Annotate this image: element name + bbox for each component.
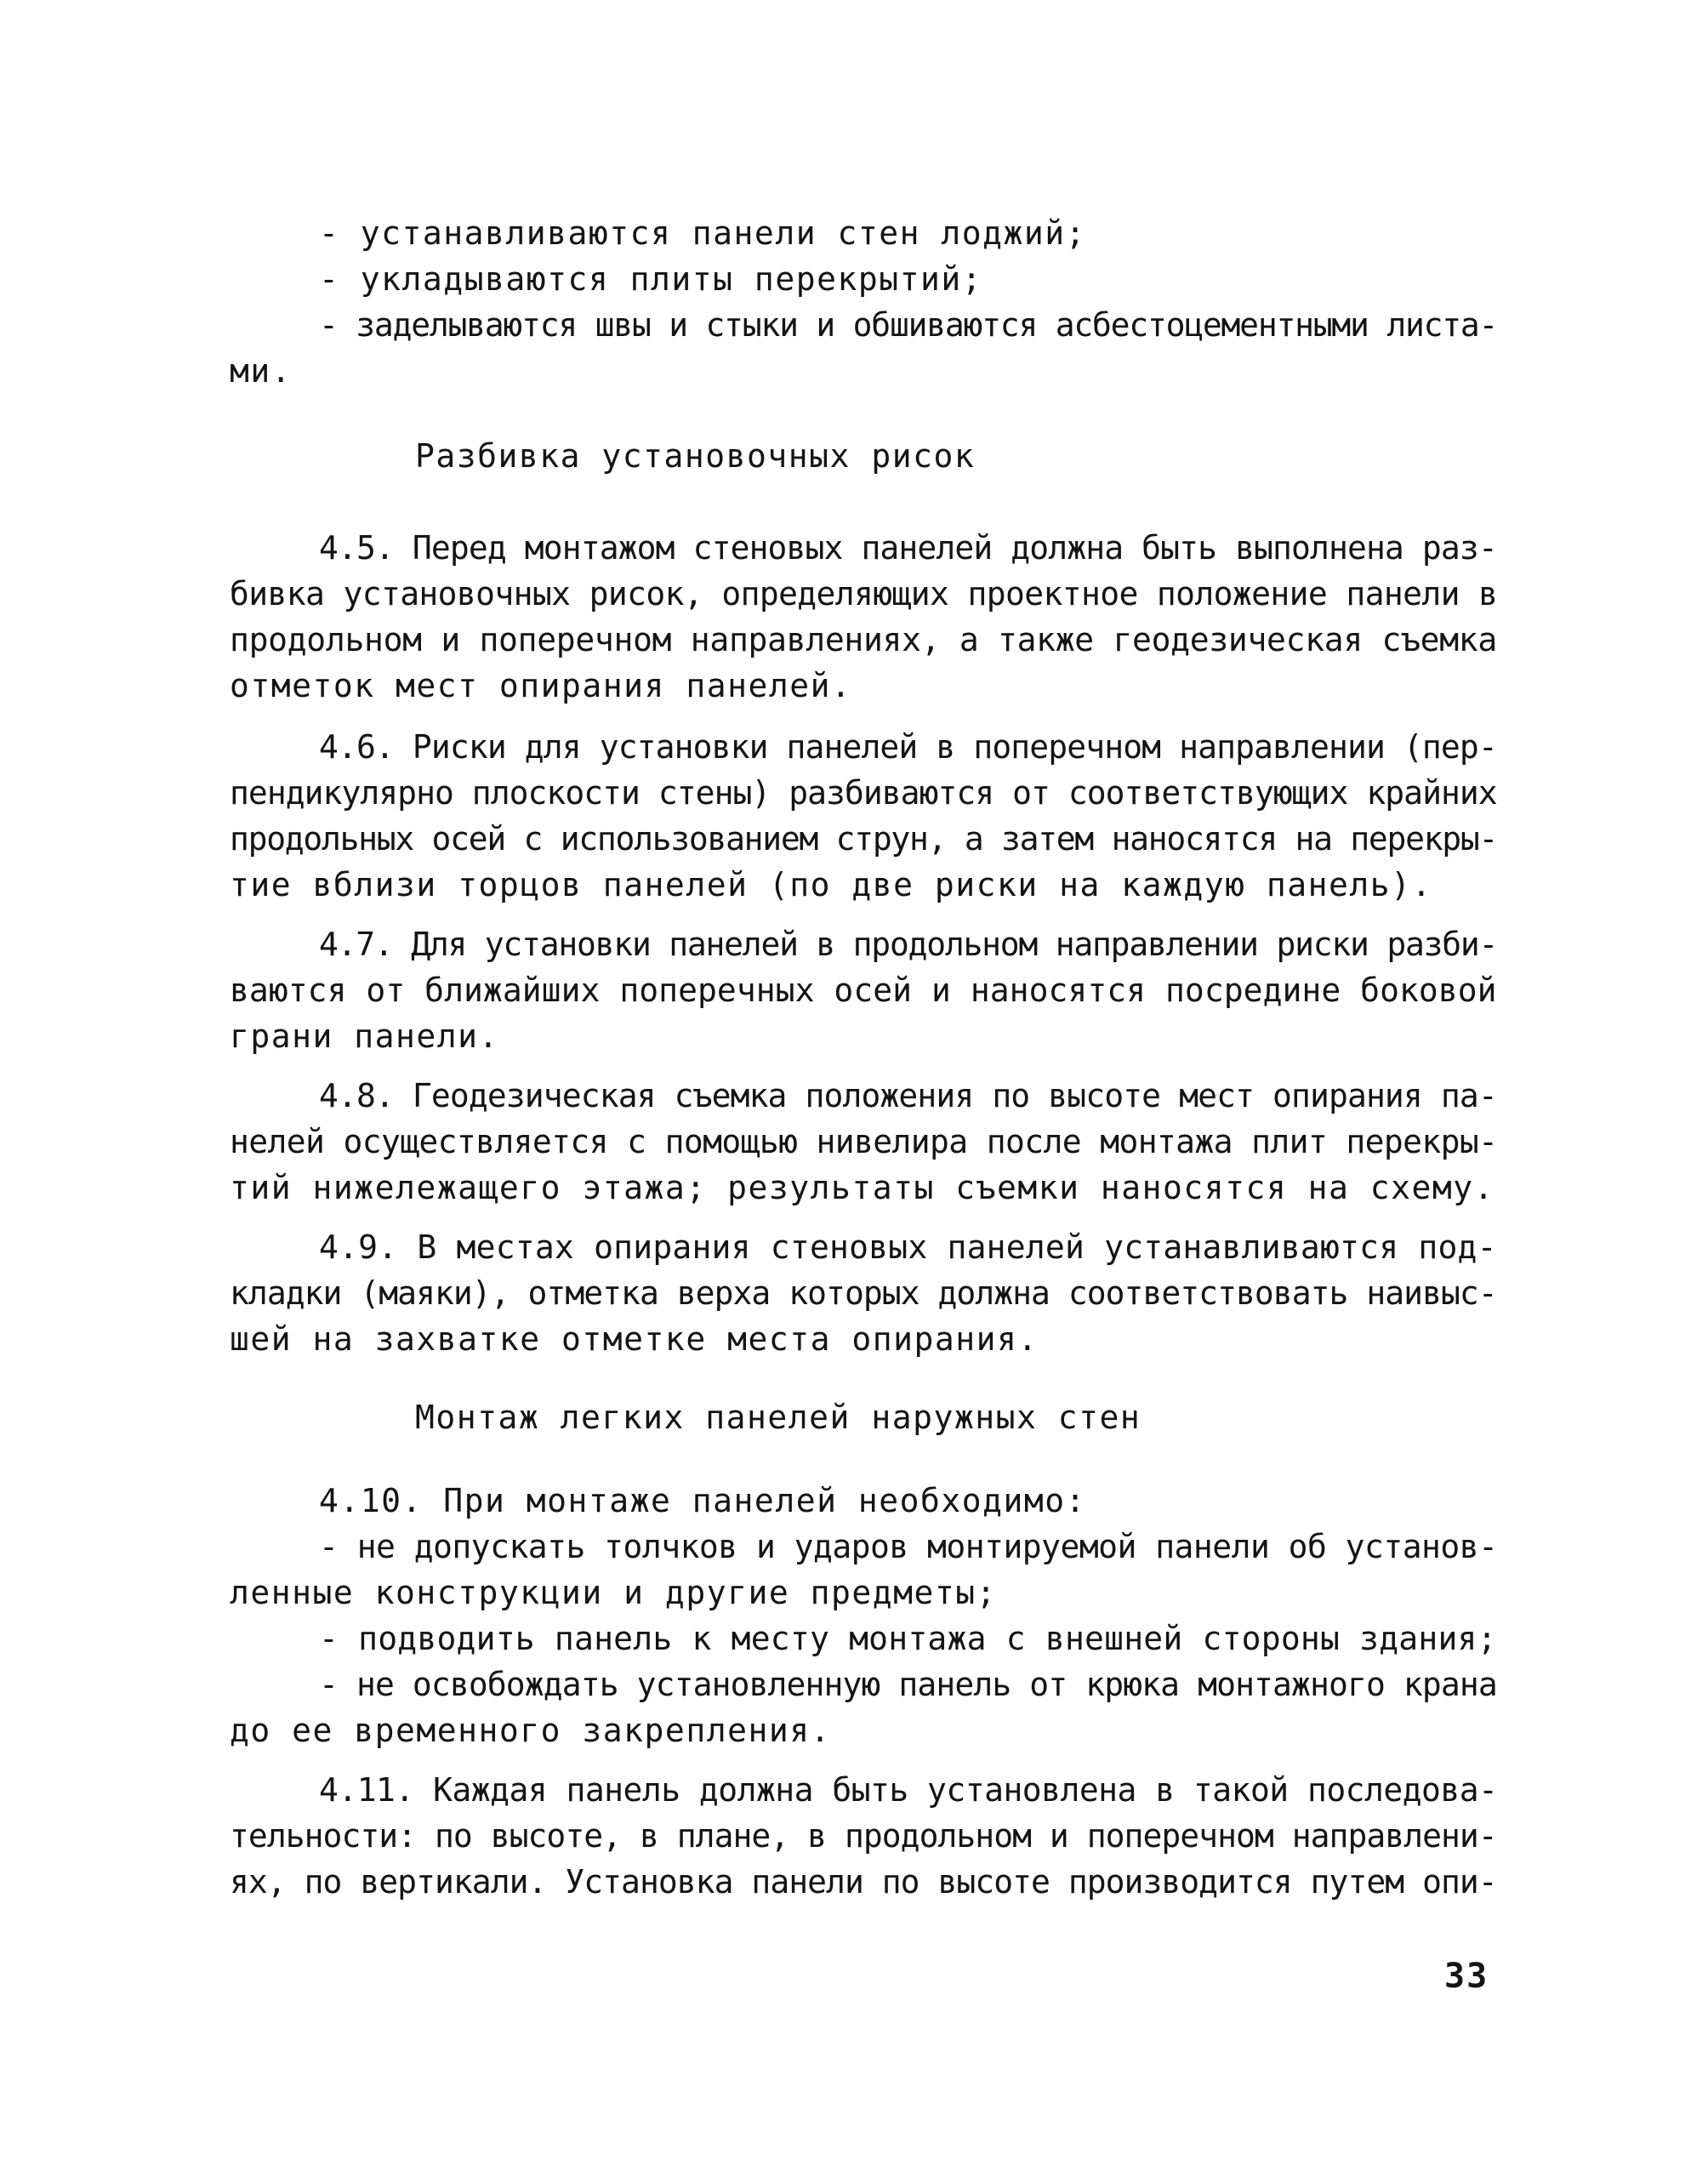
text-line: тельности: по высоте, в плане, в продольном и поперечном направлени- (230, 1817, 1497, 1855)
text-line: - подводить панель к месту монтажа с внешней стороны здания; (319, 1620, 1497, 1657)
text-line: - не допускать толчков и ударов монтируемой панели об установ- (319, 1528, 1498, 1565)
text-line: 4.7. Для установки панелей в продольном направлении риски разби- (319, 926, 1498, 963)
text-line: 4.6. Риски для установки панелей в поперечном направлении (пер- (319, 728, 1497, 766)
text-line: 4.9. В местах опирания стеновых панелей устанавливаются под- (319, 1228, 1497, 1266)
text-line: - не освобождать установленную панель от крюка монтажного крана (319, 1666, 1497, 1703)
text-line: 4.5. Перед монтажом стеновых панелей должна быть выполнена раз- (319, 529, 1497, 567)
text-line: ях, по вертикали. Установка панели по высоте производится путем опи- (230, 1863, 1497, 1901)
text-line: пендикулярно плоскости стены) разбиваются от соответствующих крайних (230, 774, 1497, 812)
text-line: шей на захватке отметке места опирания. (230, 1320, 1039, 1358)
text-line: отметок мест опирания панелей. (230, 667, 852, 704)
text-line: - заделываются швы и стыки и обшиваются асбестоцементными листа- (319, 306, 1498, 344)
text-line: 4.10. При монтаже панелей необходимо: (319, 1482, 1086, 1519)
text-line: нелей осуществляется с помощью нивелира после монтажа плит перекры- (230, 1123, 1498, 1160)
page-number: 33 (1444, 1957, 1489, 1996)
text-line: до ее временного закрепления. (230, 1712, 831, 1749)
section-heading: Монтаж легких панелей наружных стен (415, 1399, 1142, 1436)
text-line: продольном и поперечном направлениях, а также геодезическая съемка (230, 621, 1497, 658)
text-line: грани панели. (230, 1017, 499, 1055)
text-line: бивка установочных рисок, определяющих проектное положение панели в (230, 575, 1498, 613)
section-heading: Разбивка установочных рисок (415, 437, 976, 475)
text-line: 4.8. Геодезическая съемка положения по высоте мест опирания па- (319, 1077, 1497, 1114)
text-line: ваются от ближайших поперечных осей и наносятся посредине боковой (230, 972, 1497, 1009)
text-line: тий нижележащего этажа; результаты съемки наносятся на схему. (230, 1169, 1495, 1206)
text-line: - укладываются плиты перекрытий; (319, 260, 983, 298)
text-line: продольных осей с использованием струн, а затем наносятся на перекры- (230, 820, 1498, 858)
text-line: тие вблизи торцов панелей (по две риски на каждую панель). (230, 866, 1432, 903)
text-line: кладки (маяки), отметка верха которых должна соответствовать наивыс- (230, 1274, 1497, 1312)
text-line: - устанавливаются панели стен лоджий; (319, 214, 1086, 252)
text-line: 4.11. Каждая панель должна быть установлена в такой последова- (319, 1771, 1498, 1809)
text-line: ленные конструкции и другие предметы; (230, 1574, 997, 1611)
text-line: ми. (230, 352, 293, 390)
